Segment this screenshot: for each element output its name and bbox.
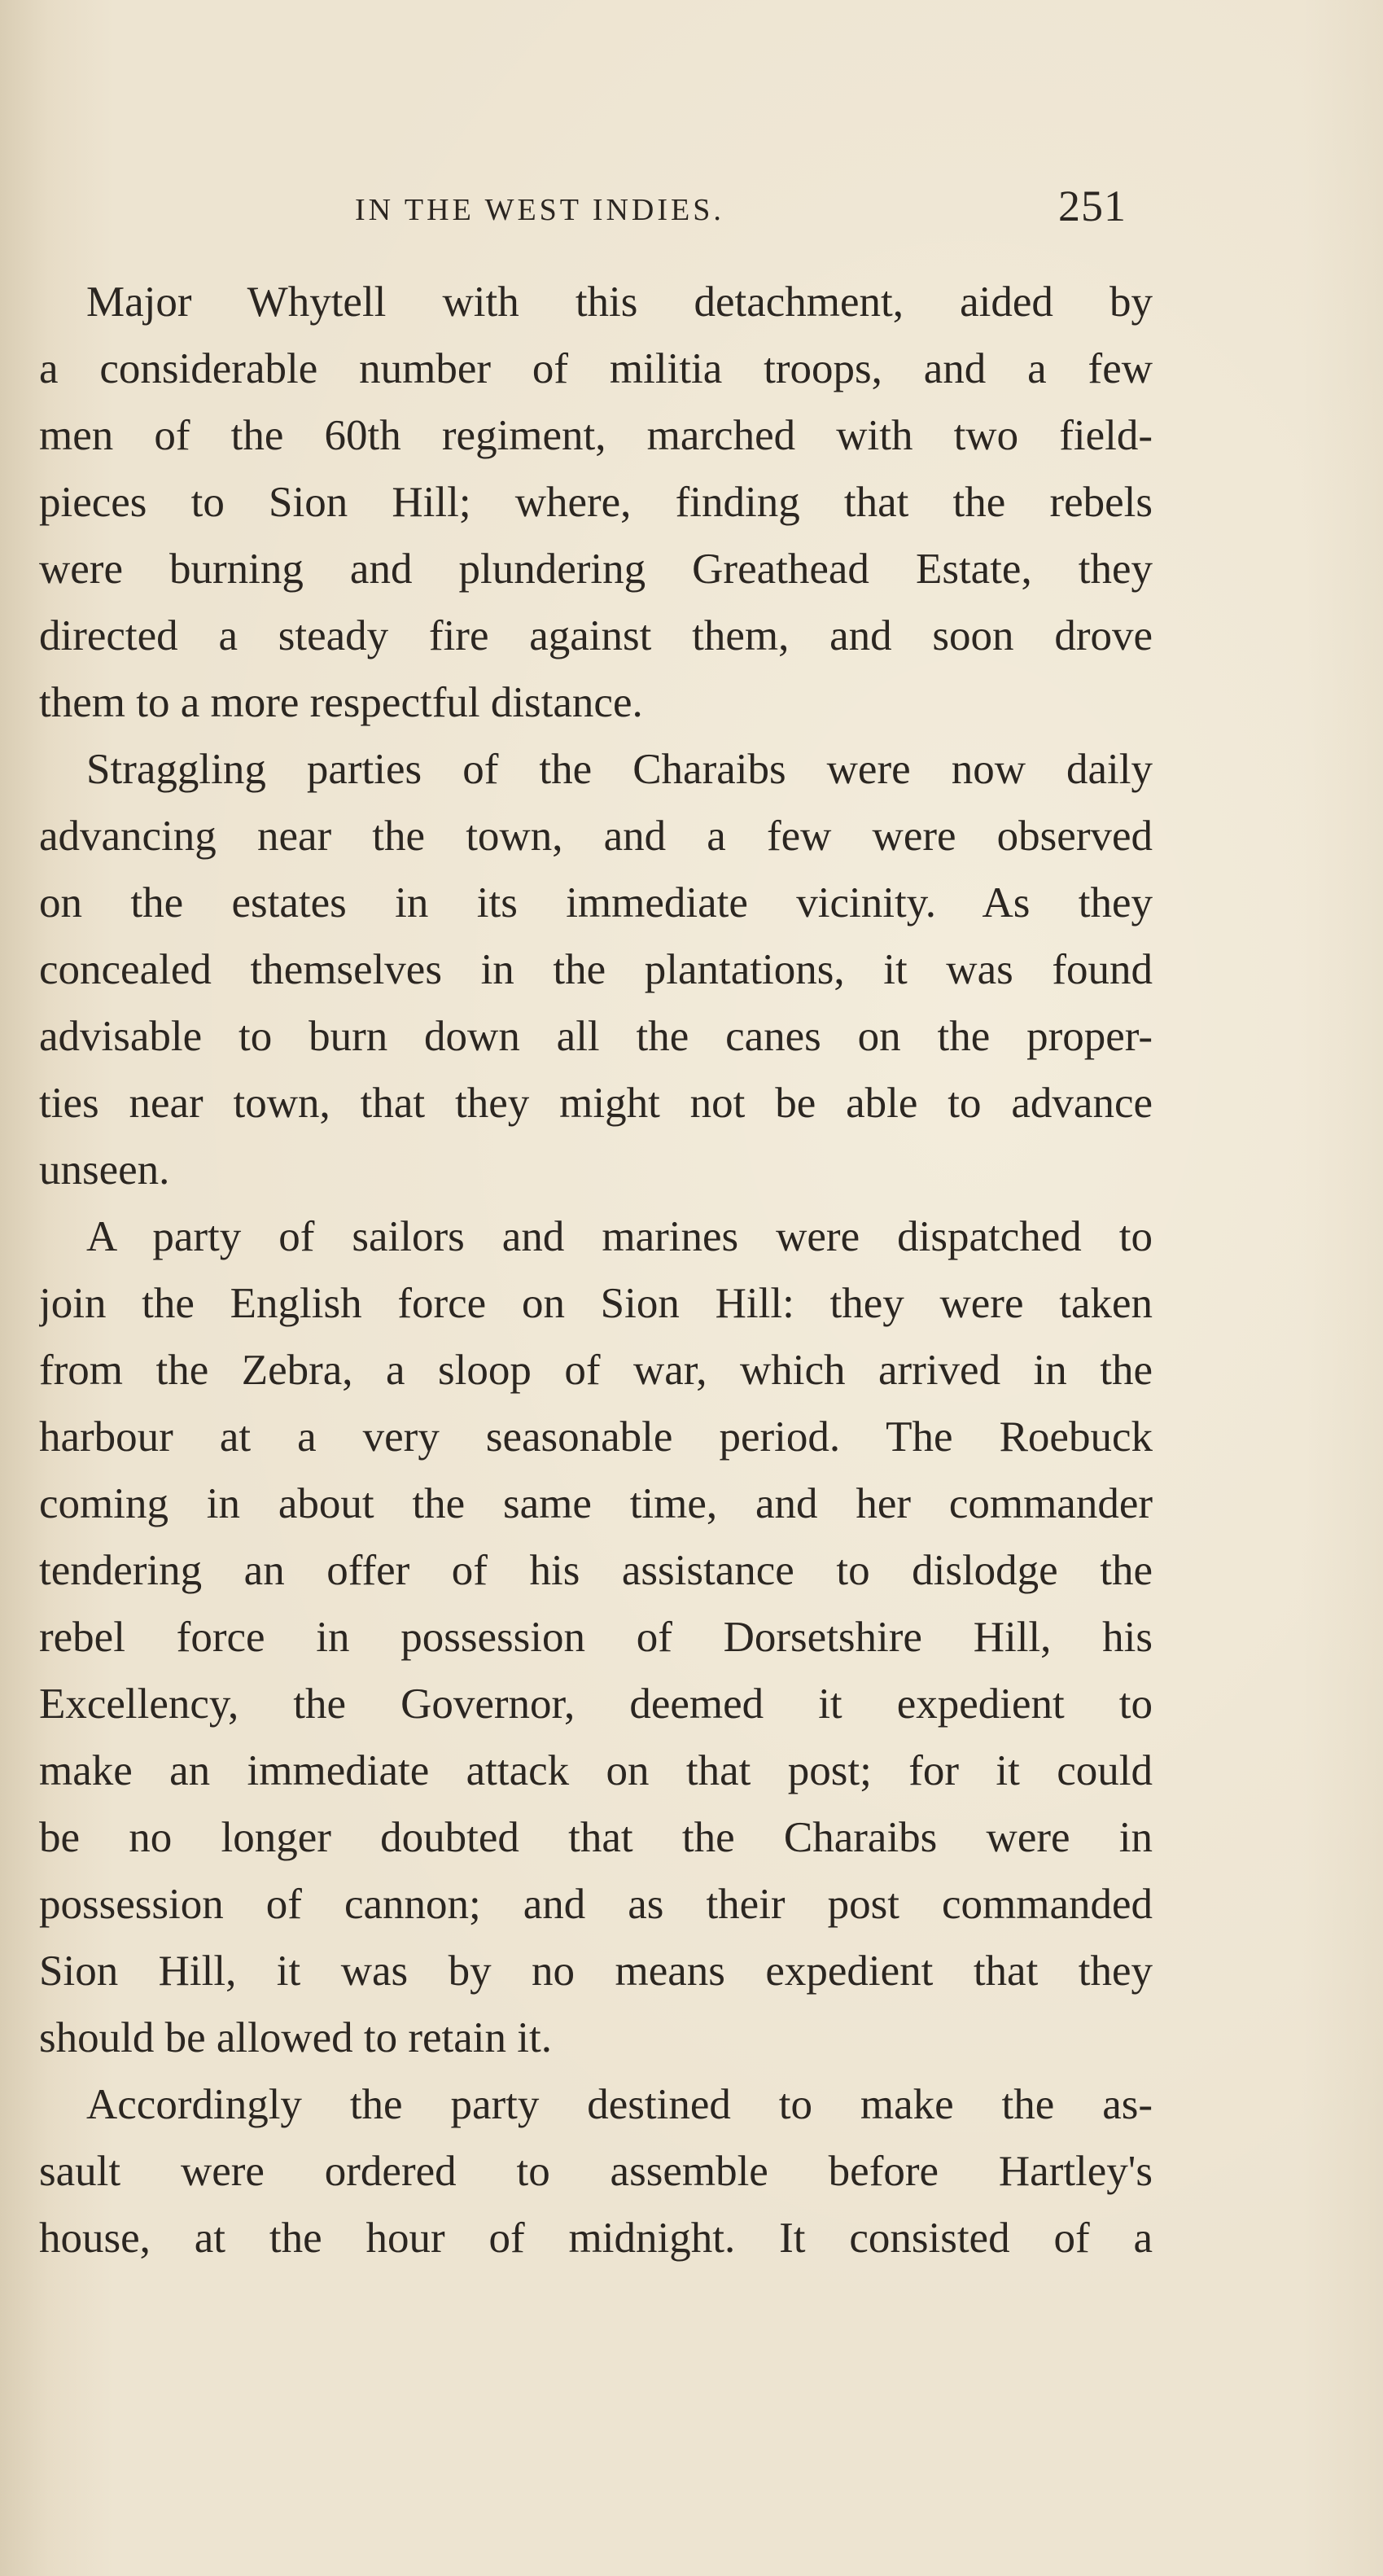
text-line: were burning and plundering Greathead Estate, they bbox=[39, 545, 1153, 593]
paragraph bbox=[39, 1203, 1153, 2071]
text-line: sault were ordered to assemble before Hartley's bbox=[39, 2148, 1153, 2195]
text-line: rebel force in possession of Dorsetshire Hill, his bbox=[39, 1614, 1153, 1661]
text-line: concealed themselves in the plantations, it was found bbox=[39, 946, 1153, 993]
text-line: Major Whytell with this detachment, aided by bbox=[86, 278, 1153, 326]
text-line: A party of sailors and marines were dispatched to bbox=[86, 1213, 1153, 1260]
text-line: advisable to burn down all the canes on the proper- bbox=[39, 1013, 1153, 1060]
text-line: house, at the hour of midnight. It consisted of a bbox=[39, 2215, 1153, 2262]
paragraph bbox=[39, 2071, 1153, 2272]
text-line: tendering an offer of his assistance to dislodge the bbox=[39, 1547, 1153, 1594]
paragraph bbox=[39, 736, 1153, 1203]
page-number: 251 bbox=[1058, 182, 1127, 230]
text-line: make an immediate attack on that post; for it could bbox=[39, 1747, 1153, 1794]
text-line: be no longer doubted that the Charaibs were in bbox=[39, 1814, 1153, 1861]
text-line: should be allowed to retain it. bbox=[39, 2014, 552, 2061]
text-line: men of the 60th regiment, marched with two field- bbox=[39, 412, 1153, 459]
text-line: directed a steady fire against them, and soon drove bbox=[39, 612, 1153, 659]
text-line: on the estates in its immediate vicinity. As they bbox=[39, 879, 1153, 927]
text-line: them to a more respectful distance. bbox=[39, 679, 643, 726]
text-line: a considerable number of militia troops, and a few bbox=[39, 345, 1153, 392]
text-line: pieces to Sion Hill; where, finding that the rebels bbox=[39, 479, 1153, 526]
text-line: join the English force on Sion Hill: they were taken bbox=[39, 1280, 1153, 1327]
running-head: IN THE WEST INDIES. bbox=[355, 193, 724, 227]
text-line: Excellency, the Governor, deemed it expedient to bbox=[39, 1680, 1153, 1728]
text-line: from the Zebra, a sloop of war, which arrived in the bbox=[39, 1347, 1153, 1394]
text-line: ties near town, that they might not be able to advance bbox=[39, 1080, 1153, 1127]
text-line: coming in about the same time, and her commander bbox=[39, 1480, 1153, 1527]
text-line: advancing near the town, and a few were observed bbox=[39, 813, 1153, 860]
page-header bbox=[0, 181, 1383, 246]
paragraph bbox=[39, 269, 1153, 736]
text-line: possession of cannon; and as their post commanded bbox=[39, 1881, 1153, 1928]
text-line: harbour at a very seasonable period. The Roebuck bbox=[39, 1413, 1153, 1461]
text-line: Sion Hill, it was by no means expedient that they bbox=[39, 1947, 1153, 1995]
text-line: Accordingly the party destined to make the as- bbox=[86, 2081, 1153, 2128]
text-line: unseen. bbox=[39, 1146, 170, 1194]
text-line: Straggling parties of the Charaibs were now daily bbox=[86, 746, 1153, 793]
body-text bbox=[39, 269, 1153, 2272]
